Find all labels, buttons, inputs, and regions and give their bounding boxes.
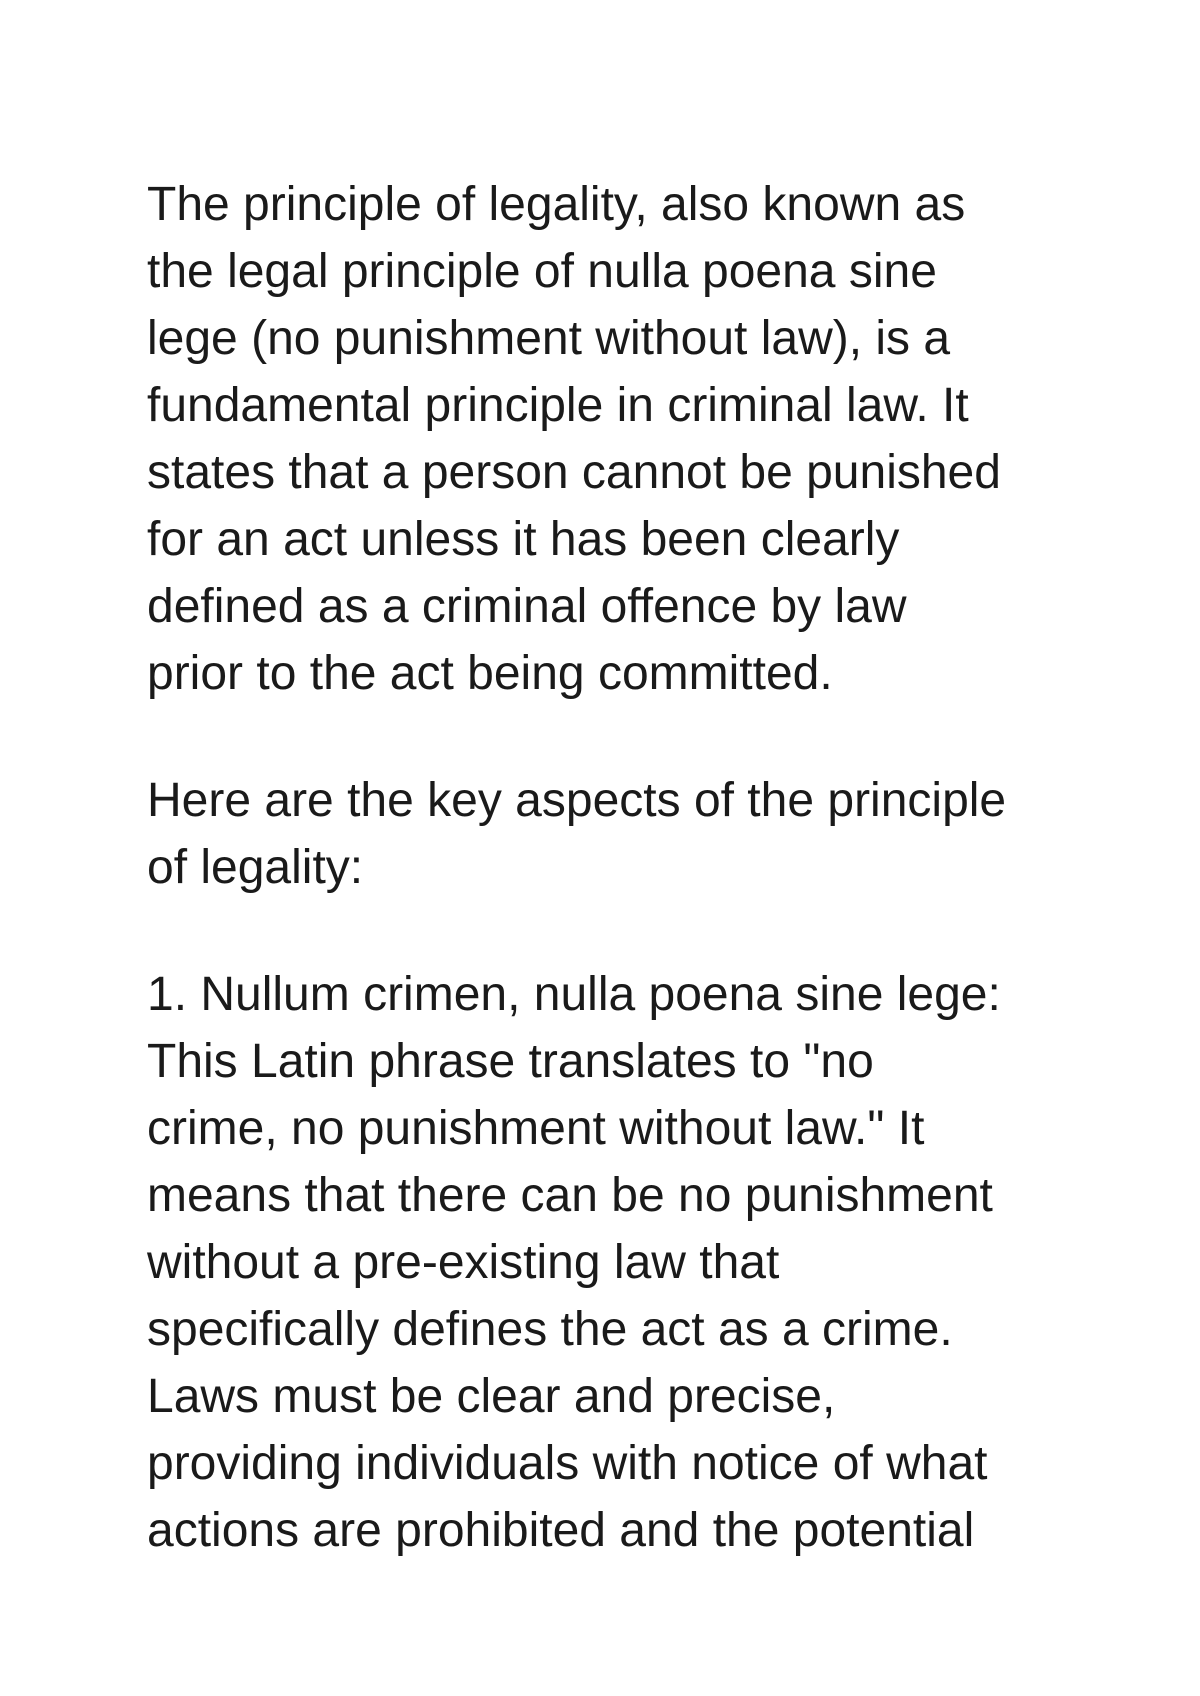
paragraph-list-item-1 [147,961,1067,1564]
text-line: defined as a criminal offence by law [147,580,907,633]
text-line: prior to the act being committed. [147,647,833,700]
paragraph-key-aspects [147,767,1067,901]
text-line: specifically defines the act as a crime. [147,1303,953,1356]
text-line: Here are the key aspects of the principle [147,774,1007,827]
text-line: means that there can be no punishment [147,1169,993,1222]
text-line: crime, no punishment without law." It [147,1102,925,1155]
text-line: the legal principle of nulla poena sine [147,245,937,298]
paragraph-intro [147,171,1067,707]
text-line: for an act unless it has been clearly [147,513,900,566]
text-line: Laws must be clear and precise, [147,1370,836,1423]
text-line: actions are prohibited and the potential [147,1504,975,1557]
text-line: of legality: [147,841,364,894]
document-body [147,171,1067,1564]
text-line: This Latin phrase translates to "no [147,1035,874,1088]
text-line: lege (no punishment without law), is a [147,312,951,365]
paragraph-spacer [147,707,1067,767]
paragraph-spacer [147,901,1067,961]
text-line: fundamental principle in criminal law. It [147,379,969,432]
text-line: The principle of legality, also known as [147,178,966,231]
text-line: 1. Nullum crimen, nulla poena sine lege: [147,968,1001,1021]
text-line: states that a person cannot be punished [147,446,1001,499]
text-line: without a pre-existing law that [147,1236,780,1289]
text-line: providing individuals with notice of what [147,1437,988,1490]
